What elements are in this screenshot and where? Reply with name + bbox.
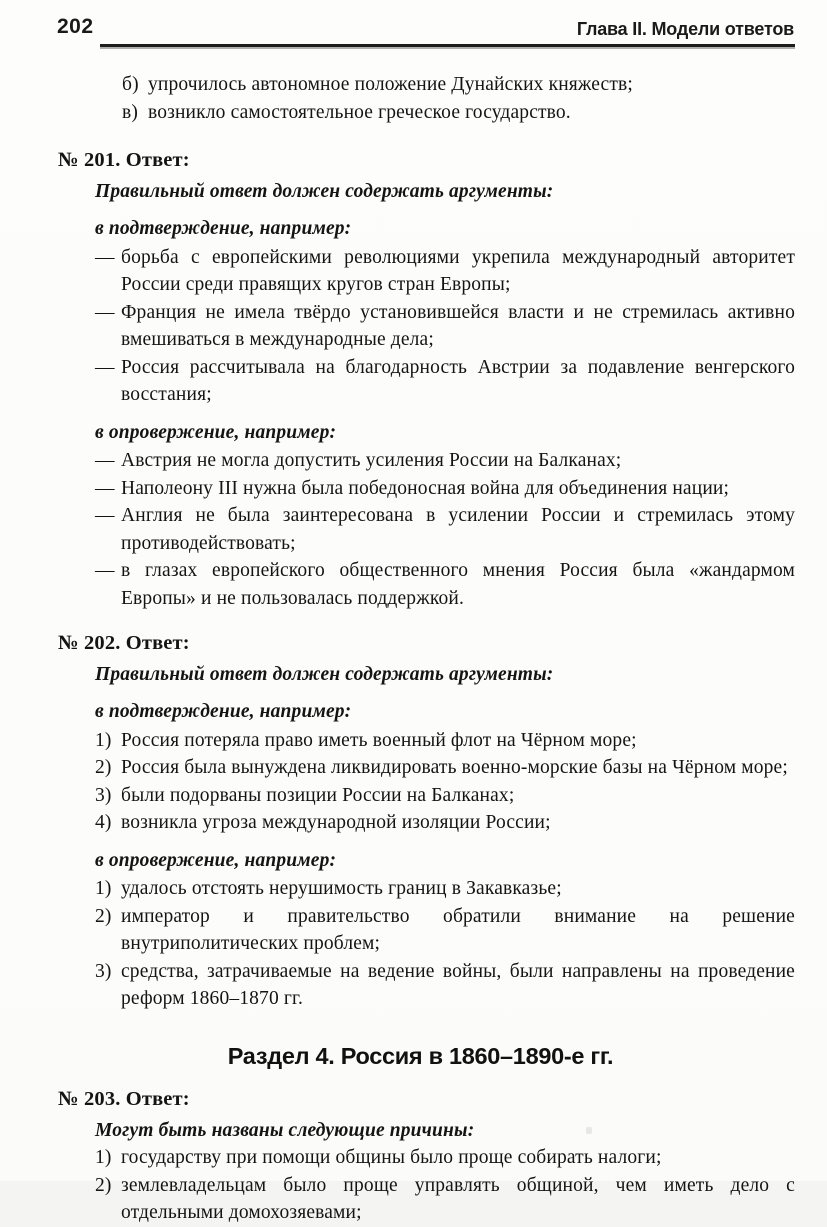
list-item [95, 244, 795, 299]
answer-202-body [95, 661, 795, 1013]
confirm-label: в подтверждение, например: [95, 218, 352, 239]
item-marker: 2) [95, 905, 112, 927]
item-text: Англия не была заинтересована в усилении России и стремилась этому противодействовать; [121, 505, 795, 554]
item-text: Россия рассчитывала на благодарность Австрии за подавление венгерского восстания; [121, 356, 795, 405]
item-marker: 2) [95, 757, 112, 778]
item-marker: 3) [95, 960, 112, 982]
list-item [95, 354, 795, 409]
answer-201-section [58, 147, 795, 612]
item-marker: — [95, 477, 115, 499]
answer-203-heading: № 203. Ответ: [58, 1088, 190, 1110]
item-text: возникло самостоятельное греческое государство. [148, 101, 571, 123]
section-title: Раздел 4. Россия в 1860–1890-е гг. [227, 1042, 614, 1069]
item-text: землевладельцам было проще управлять общиной, чем иметь дело с отдельными домохозяевами; [121, 1174, 795, 1223]
chapter-running-head: Глава II. Модели ответов [576, 19, 794, 39]
item-text: император и правительство обратили внимание на решение внутриполитических проблем; [121, 905, 795, 954]
intro-list [122, 71, 795, 126]
page-content [58, 71, 795, 1227]
item-marker: — [95, 505, 115, 526]
item-marker: — [95, 246, 115, 268]
item-marker: 1) [95, 729, 112, 751]
item-text: удалось отстоять нерушимость границ в Закавказье; [121, 878, 562, 899]
item-text: Наполеону III нужна была победоносная война для объединения нации; [121, 477, 730, 499]
list-item [95, 809, 795, 837]
answer-lead: Правильный ответ должен содержать аргументы: [95, 663, 554, 685]
refute-label: в опровержение, например: [95, 849, 337, 871]
item-marker: б) [122, 74, 139, 95]
list-item [122, 71, 795, 99]
list-item [95, 727, 795, 755]
answer-203-body [95, 1117, 795, 1227]
answer-201-heading: № 201. Ответ: [58, 149, 190, 171]
item-marker: 4) [95, 812, 112, 833]
answer-lead: Правильный ответ должен содержать аргументы: [95, 180, 554, 202]
item-text: Франция не имела твёрдо установившейся власти и не стремилась активно вмешиваться в международные дела; [121, 301, 795, 350]
list-item [122, 99, 795, 127]
answer-202-section [58, 630, 795, 1013]
item-marker: — [95, 301, 115, 323]
item-text: были подорваны позиции России на Балканах; [121, 784, 515, 806]
page-header [0, 0, 827, 50]
list-item [95, 299, 795, 354]
page-number: 202 [57, 15, 94, 38]
scan-smudge [586, 1127, 592, 1134]
answer-202-heading: № 202. Ответ: [58, 632, 190, 654]
item-marker: 2) [95, 1174, 112, 1196]
item-text: упрочилось автономное положение Дунайских княжеств; [148, 74, 633, 95]
list-item [95, 1144, 795, 1172]
confirm-label: в подтверждение, например: [95, 701, 352, 722]
list-item [95, 1172, 795, 1227]
list-item [95, 475, 795, 503]
list-item [95, 447, 795, 475]
item-marker: в) [122, 101, 139, 123]
list-item [95, 903, 795, 958]
answer-203-section [58, 1086, 795, 1227]
item-text: Австрия не могла допустить усиления России на Балканах; [121, 450, 622, 471]
list-item [95, 958, 795, 1013]
item-text: Россия была вынуждена ликвидировать военно-морские базы на Чёрном море; [121, 757, 788, 778]
list-item [95, 557, 795, 612]
item-marker: — [95, 560, 115, 581]
list-item [95, 754, 795, 782]
item-marker: 1) [95, 1147, 112, 1168]
item-text: возникла угроза международной изоляции России; [121, 812, 551, 833]
item-marker: 1) [95, 878, 112, 899]
item-text: борьба с европейскими революциями укрепила международный авторитет России среди правящих кругов стран Европы; [121, 246, 795, 295]
list-item [95, 502, 795, 557]
item-text: средства, затрачиваемые на ведение войны, были направлены на проведение реформ 1860–1870 гг. [121, 960, 795, 1009]
item-marker: — [95, 450, 115, 471]
answer-201-body [95, 178, 795, 613]
item-text: государству при помощи общины было проще собирать налоги; [121, 1147, 662, 1168]
answer-lead: Могут быть названы следующие причины: [95, 1119, 475, 1141]
list-item [95, 875, 795, 903]
refute-label: в опровержение, например: [95, 421, 337, 443]
list-item [95, 782, 795, 810]
header-rule [100, 44, 795, 47]
item-text: Россия потеряла право иметь военный флот на Чёрном море; [121, 729, 637, 751]
item-marker: — [95, 356, 115, 378]
item-marker: 3) [95, 784, 112, 806]
item-text: в глазах европейского общественного мнения Россия была «жандармом Европы» и не пользовалась поддержкой. [121, 560, 795, 609]
